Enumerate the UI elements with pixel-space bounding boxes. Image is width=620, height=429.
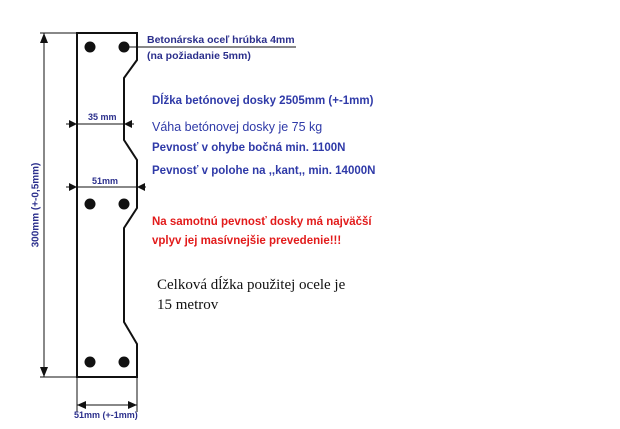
callout-line-1: Betonárska oceľ hrúbka 4mm: [147, 34, 295, 46]
rebar-bottom-right: [119, 357, 130, 368]
rebar-top-left: [85, 42, 96, 53]
rebar-bottom-left: [85, 357, 96, 368]
spec-length: Dĺžka betónovej dosky 2505mm (+-1mm): [152, 95, 374, 107]
note-line-1: Na samotnú pevnosť dosky má najväčší: [152, 216, 372, 228]
mid-width-arrow-right: [137, 183, 145, 191]
mid-width-label: 51mm: [92, 176, 119, 186]
spec-bending-strength: Pevnosť v ohybe bočná min. 1100N: [152, 142, 346, 154]
bottom-width-label: 51mm (+-1mm): [74, 410, 138, 420]
top-width-arrow-right: [124, 120, 132, 128]
height-dimension-label: 300mm (+-0,5mm): [30, 162, 42, 248]
spec-weight: Váha betónovej dosky je 75 kg: [152, 120, 323, 134]
rebar-mid-left: [85, 199, 96, 210]
height-arrow-bottom: [40, 367, 48, 377]
steel-length-line-2: 15 metrov: [157, 297, 219, 313]
spec-edge-strength: Pevnosť v polohe na ,,kant,, min. 14000N: [152, 165, 376, 177]
mid-width-arrow-left: [69, 183, 77, 191]
callout-line-2: (na požiadanie 5mm): [147, 50, 251, 62]
top-width-label: 35 mm: [88, 112, 117, 122]
top-width-arrow-left: [69, 120, 77, 128]
height-arrow-top: [40, 33, 48, 43]
rebar-mid-right: [119, 199, 130, 210]
note-line-2: vplyv jej masívnejšie prevedenie!!!: [152, 235, 342, 247]
bottom-width-arrow-right: [128, 401, 137, 409]
steel-length-line-1: Celková dĺžka použitej ocele je: [157, 277, 346, 293]
bottom-width-arrow-left: [77, 401, 86, 409]
